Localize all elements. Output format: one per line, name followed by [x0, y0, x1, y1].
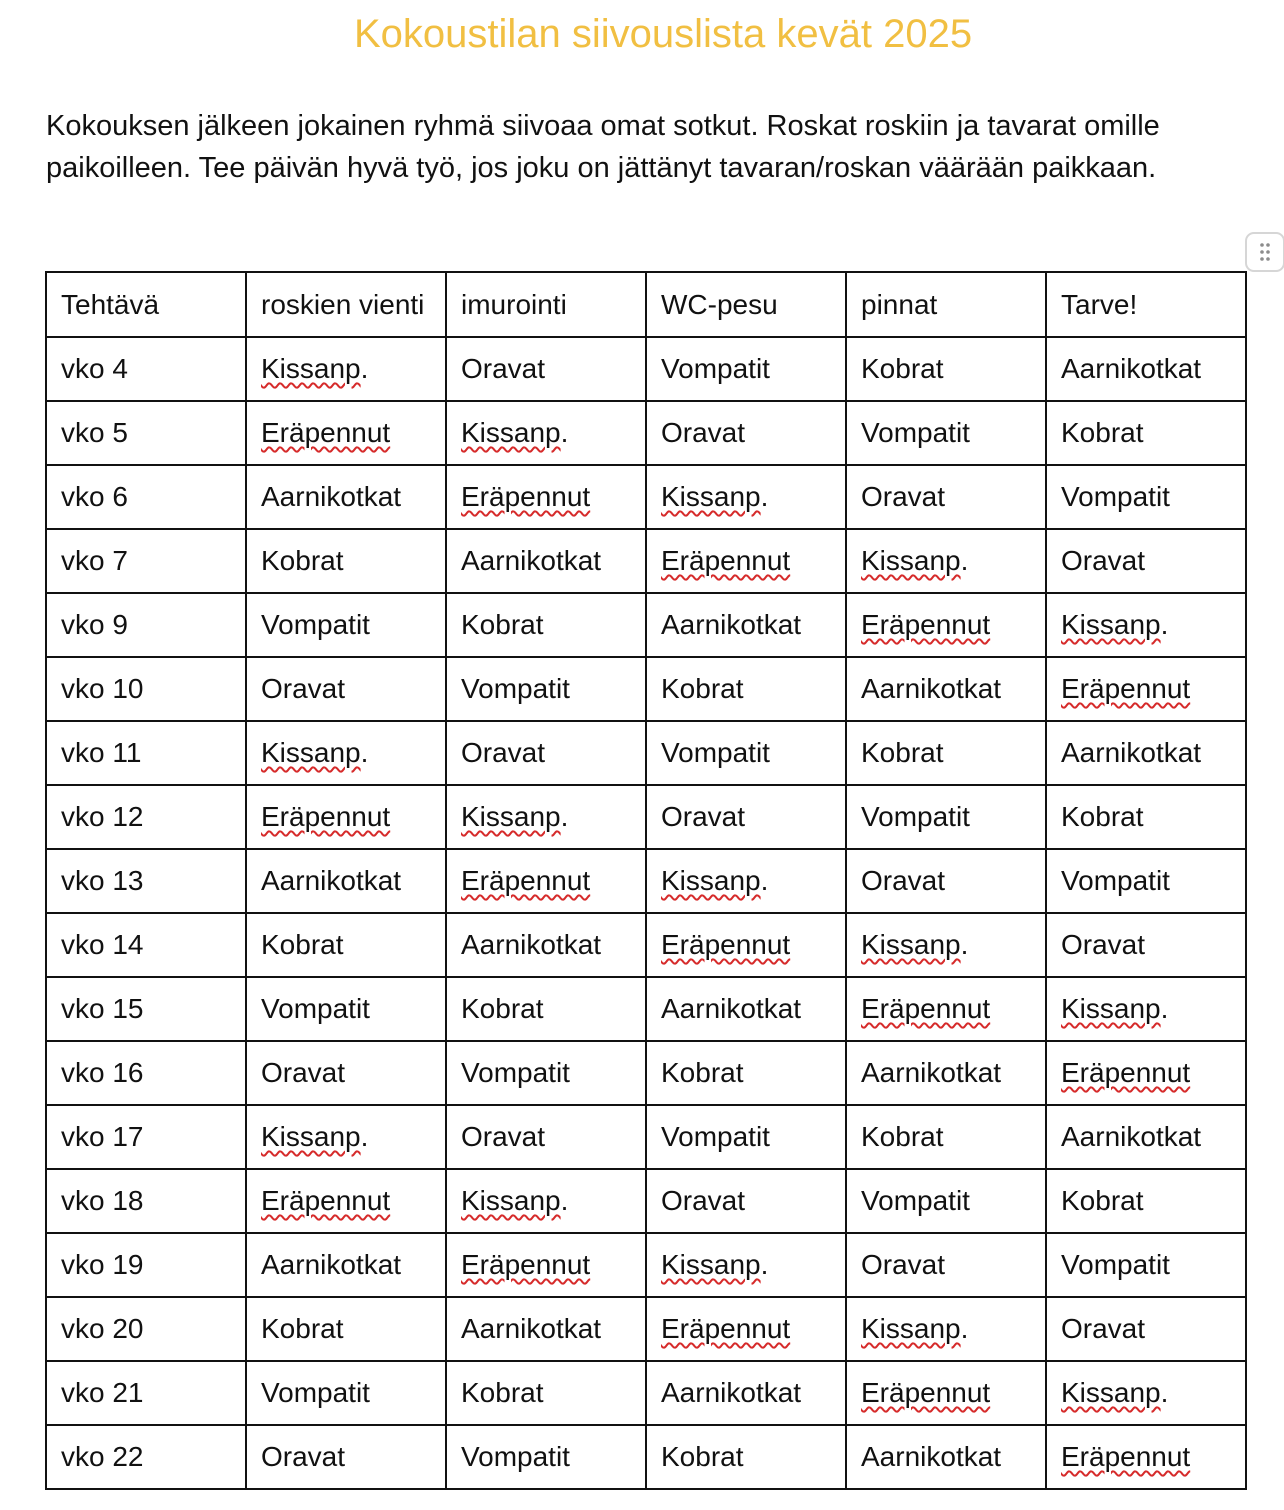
team-cell[interactable]: [446, 977, 646, 1041]
team-cell[interactable]: [246, 785, 446, 849]
team-cell[interactable]: [446, 1425, 646, 1489]
cell-text: vko 15: [61, 993, 144, 1024]
table-row: [46, 1297, 1246, 1361]
table-row: [46, 593, 1246, 657]
cell-text: Eräpennut: [661, 1313, 791, 1344]
cell-text: Oravat: [661, 1185, 746, 1216]
week-cell[interactable]: [46, 849, 246, 913]
team-cell[interactable]: [446, 465, 646, 529]
team-cell[interactable]: [646, 1361, 846, 1425]
cell-text: Kissanp.: [1061, 609, 1169, 640]
cell-text: pinnat: [861, 288, 938, 320]
cell-text: Vompatit: [861, 417, 970, 448]
team-cell[interactable]: [1046, 1297, 1246, 1361]
cell-text: WC-pesu: [661, 288, 778, 320]
cell-text: Vompatit: [861, 1185, 970, 1216]
cell-text: Kissanp.: [861, 545, 969, 576]
table-row: [46, 849, 1246, 913]
team-cell[interactable]: [446, 1233, 646, 1297]
team-cell[interactable]: [246, 1233, 446, 1297]
team-cell[interactable]: [246, 1297, 446, 1361]
cell-text: Aarnikotkat: [861, 1441, 1002, 1472]
week-cell[interactable]: [46, 401, 246, 465]
team-cell[interactable]: [646, 1425, 846, 1489]
table-row: [46, 1169, 1246, 1233]
team-cell[interactable]: [846, 657, 1046, 721]
cell-text: Tarve!: [1061, 288, 1138, 320]
cell-text: Aarnikotkat: [861, 1057, 1002, 1088]
cell-text: Kobrat: [861, 737, 944, 768]
cell-text: Oravat: [461, 737, 546, 768]
cell-text: roskien vienti: [261, 288, 425, 320]
team-cell[interactable]: [1046, 1105, 1246, 1169]
cell-text: vko 21: [61, 1377, 144, 1408]
team-cell[interactable]: [1046, 785, 1246, 849]
cell-text: Kissanp.: [861, 929, 969, 960]
team-cell[interactable]: [246, 1041, 446, 1105]
team-cell[interactable]: [1046, 977, 1246, 1041]
team-cell[interactable]: [646, 337, 846, 401]
cell-text: Kobrat: [861, 353, 944, 384]
cell-text: Eräpennut: [261, 417, 391, 448]
cell-text: Kobrat: [261, 545, 344, 576]
cell-text: Aarnikotkat: [461, 1313, 602, 1344]
cell-text: Oravat: [461, 353, 546, 384]
team-cell[interactable]: [846, 977, 1046, 1041]
week-cell[interactable]: [46, 1041, 246, 1105]
table-header-cell[interactable]: [446, 272, 646, 337]
cell-text: Aarnikotkat: [661, 609, 802, 640]
cell-text: Aarnikotkat: [261, 1249, 402, 1280]
table-row: [46, 1361, 1246, 1425]
team-cell[interactable]: [446, 1297, 646, 1361]
team-cell[interactable]: [1046, 337, 1246, 401]
cell-text: Oravat: [1061, 929, 1146, 960]
cell-text: Kobrat: [461, 993, 544, 1024]
cell-text: Kissanp.: [661, 1249, 769, 1280]
cell-text: Kissanp.: [1061, 1377, 1169, 1408]
cell-text: Vompatit: [661, 353, 770, 384]
cell-text: Kobrat: [661, 1441, 744, 1472]
cell-text: Aarnikotkat: [261, 865, 402, 896]
cell-text: Eräpennut: [261, 1185, 391, 1216]
cell-text: Aarnikotkat: [461, 545, 602, 576]
table-row: [46, 785, 1246, 849]
team-cell[interactable]: [846, 465, 1046, 529]
cell-text: Vompatit: [461, 1057, 570, 1088]
drag-handle-icon: [1260, 243, 1270, 261]
team-cell[interactable]: [846, 721, 1046, 785]
team-cell[interactable]: [1046, 849, 1246, 913]
cell-text: Oravat: [861, 1249, 946, 1280]
team-cell[interactable]: [446, 913, 646, 977]
cell-text: vko 6: [61, 481, 128, 512]
cell-text: Oravat: [261, 673, 346, 704]
cell-text: vko 18: [61, 1185, 144, 1216]
cell-text: Eräpennut: [861, 993, 991, 1024]
week-cell[interactable]: [46, 977, 246, 1041]
cell-text: vko 5: [61, 417, 128, 448]
cell-text: Eräpennut: [1061, 1441, 1191, 1472]
team-cell[interactable]: [646, 721, 846, 785]
cell-text: vko 20: [61, 1313, 144, 1344]
cell-text: vko 16: [61, 1057, 144, 1088]
cell-text: Kissanp.: [261, 1121, 369, 1152]
cell-text: Aarnikotkat: [461, 929, 602, 960]
cell-text: Eräpennut: [861, 1377, 991, 1408]
team-cell[interactable]: [246, 337, 446, 401]
week-cell[interactable]: [46, 721, 246, 785]
table-row: [46, 1425, 1246, 1489]
cell-text: Kobrat: [1061, 417, 1144, 448]
team-cell[interactable]: [846, 1105, 1046, 1169]
team-cell[interactable]: [246, 1169, 446, 1233]
table-row: [46, 657, 1246, 721]
team-cell[interactable]: [446, 1041, 646, 1105]
page-title: Kokoustilan siivouslista kevät 2025: [353, 12, 973, 56]
team-cell[interactable]: [846, 1425, 1046, 1489]
cell-text: Oravat: [1061, 545, 1146, 576]
cell-text: Oravat: [461, 1121, 546, 1152]
week-cell[interactable]: [46, 1105, 246, 1169]
cleaning-schedule-table: [45, 271, 1247, 1490]
cell-text: Eräpennut: [861, 609, 991, 640]
table-row: [46, 1105, 1246, 1169]
week-cell[interactable]: [46, 593, 246, 657]
table-header-cell[interactable]: [46, 272, 246, 337]
table-header-cell[interactable]: [646, 272, 846, 337]
team-cell[interactable]: [846, 1233, 1046, 1297]
cell-text: Aarnikotkat: [1061, 1121, 1202, 1152]
team-cell[interactable]: [246, 1105, 446, 1169]
cell-text: Vompatit: [661, 737, 770, 768]
table-drag-handle[interactable]: [1245, 232, 1284, 272]
cell-text: Tehtävä: [61, 288, 160, 320]
team-cell[interactable]: [646, 1105, 846, 1169]
team-cell[interactable]: [446, 721, 646, 785]
cell-text: Eräpennut: [1061, 673, 1191, 704]
cell-text: vko 17: [61, 1121, 144, 1152]
cell-text: Kissanp.: [261, 353, 369, 384]
table-header-cell[interactable]: [1046, 272, 1246, 337]
cell-text: Kobrat: [861, 1121, 944, 1152]
cell-text: vko 7: [61, 545, 128, 576]
table-header-cell[interactable]: [246, 272, 446, 337]
week-cell[interactable]: [46, 1361, 246, 1425]
week-cell[interactable]: [46, 1233, 246, 1297]
team-cell[interactable]: [1046, 1041, 1246, 1105]
cell-text: Eräpennut: [461, 481, 591, 512]
cell-text: vko 14: [61, 929, 144, 960]
team-cell[interactable]: [446, 657, 646, 721]
cell-text: Aarnikotkat: [661, 993, 802, 1024]
team-cell[interactable]: [246, 401, 446, 465]
cell-text: Oravat: [861, 481, 946, 512]
team-cell[interactable]: [446, 337, 646, 401]
table-row: [46, 977, 1246, 1041]
team-cell[interactable]: [246, 1425, 446, 1489]
cell-text: Kobrat: [461, 1377, 544, 1408]
week-cell[interactable]: [46, 657, 246, 721]
cell-text: Oravat: [1061, 1313, 1146, 1344]
team-cell[interactable]: [846, 785, 1046, 849]
table-row: [46, 529, 1246, 593]
team-cell[interactable]: [246, 721, 446, 785]
cell-text: Kissanp.: [1061, 993, 1169, 1024]
team-cell[interactable]: [846, 1169, 1046, 1233]
cell-text: vko 11: [61, 737, 142, 768]
cell-text: Eräpennut: [461, 1249, 591, 1280]
team-cell[interactable]: [1046, 465, 1246, 529]
cell-text: Aarnikotkat: [861, 673, 1002, 704]
cell-text: Eräpennut: [661, 545, 791, 576]
cell-text: Kissanp.: [661, 481, 769, 512]
team-cell[interactable]: [1046, 913, 1246, 977]
team-cell[interactable]: [646, 913, 846, 977]
cell-text: Kissanp.: [861, 1313, 969, 1344]
cell-text: Oravat: [661, 801, 746, 832]
team-cell[interactable]: [1046, 1169, 1246, 1233]
team-cell[interactable]: [1046, 1361, 1246, 1425]
cell-text: Kobrat: [461, 609, 544, 640]
cell-text: Eräpennut: [461, 865, 591, 896]
cell-text: Kobrat: [1061, 1185, 1144, 1216]
team-cell[interactable]: [646, 593, 846, 657]
team-cell[interactable]: [246, 529, 446, 593]
cell-text: Vompatit: [1061, 481, 1170, 512]
cell-text: vko 10: [61, 673, 144, 704]
team-cell[interactable]: [646, 977, 846, 1041]
team-cell[interactable]: [246, 657, 446, 721]
cell-text: Vompatit: [261, 1377, 370, 1408]
team-cell[interactable]: [846, 401, 1046, 465]
table-row: [46, 337, 1246, 401]
team-cell[interactable]: [446, 1105, 646, 1169]
week-cell[interactable]: [46, 337, 246, 401]
team-cell[interactable]: [846, 913, 1046, 977]
table-header-row: [46, 272, 1246, 337]
team-cell[interactable]: [646, 657, 846, 721]
table-row: [46, 913, 1246, 977]
team-cell[interactable]: [1046, 657, 1246, 721]
team-cell[interactable]: [646, 465, 846, 529]
cell-text: Eräpennut: [661, 929, 791, 960]
team-cell[interactable]: [846, 337, 1046, 401]
cell-text: vko 12: [61, 801, 144, 832]
cell-text: Kissanp.: [661, 865, 769, 896]
cell-text: Oravat: [861, 865, 946, 896]
table-header-cell[interactable]: [846, 272, 1046, 337]
week-cell[interactable]: [46, 913, 246, 977]
cell-text: Vompatit: [861, 801, 970, 832]
table-row: [46, 401, 1246, 465]
cell-text: Eräpennut: [261, 801, 391, 832]
cell-text: Vompatit: [461, 1441, 570, 1472]
cell-text: Vompatit: [1061, 1249, 1170, 1280]
week-cell[interactable]: [46, 529, 246, 593]
table-row: [46, 465, 1246, 529]
cell-text: vko 4: [61, 353, 128, 384]
table-row: [46, 721, 1246, 785]
team-cell[interactable]: [246, 593, 446, 657]
cell-text: Aarnikotkat: [661, 1377, 802, 1408]
schedule-body: [46, 272, 1246, 1489]
team-cell[interactable]: [846, 1361, 1046, 1425]
cell-text: Oravat: [261, 1441, 346, 1472]
cell-text: Kobrat: [261, 929, 344, 960]
cell-text: Vompatit: [1061, 865, 1170, 896]
cell-text: Kobrat: [661, 673, 744, 704]
team-cell[interactable]: [246, 977, 446, 1041]
week-cell[interactable]: [46, 465, 246, 529]
team-cell[interactable]: [1046, 1233, 1246, 1297]
cell-text: Kissanp.: [461, 1185, 569, 1216]
week-cell[interactable]: [46, 1425, 246, 1489]
cell-text: imurointi: [461, 288, 567, 320]
team-cell[interactable]: [1046, 721, 1246, 785]
team-cell[interactable]: [646, 1297, 846, 1361]
cell-text: Aarnikotkat: [1061, 737, 1202, 768]
cell-text: vko 13: [61, 865, 144, 896]
table-row: [46, 1233, 1246, 1297]
cell-text: Kobrat: [661, 1057, 744, 1088]
cell-text: Aarnikotkat: [261, 481, 402, 512]
team-cell[interactable]: [846, 529, 1046, 593]
team-cell[interactable]: [646, 1169, 846, 1233]
cell-text: Kissanp.: [261, 737, 369, 768]
team-cell[interactable]: [846, 849, 1046, 913]
team-cell[interactable]: [246, 465, 446, 529]
week-cell[interactable]: [46, 1297, 246, 1361]
cell-text: Eräpennut: [1061, 1057, 1191, 1088]
team-cell[interactable]: [446, 401, 646, 465]
team-cell[interactable]: [446, 529, 646, 593]
team-cell[interactable]: [846, 593, 1046, 657]
team-cell[interactable]: [646, 1233, 846, 1297]
team-cell[interactable]: [1046, 529, 1246, 593]
cell-text: Kobrat: [1061, 801, 1144, 832]
intro-paragraph[interactable]: Kokouksen jälkeen jokainen ryhmä siivoaa omat sotkut. Roskat roskiin ja tavarat omille paikoilleen. Tee päivän hyvä työ, jos joku on jättänyt tavaran/roskan väärään paikkaan.: [46, 110, 1160, 184]
team-cell[interactable]: [646, 1041, 846, 1105]
cell-text: vko 22: [61, 1441, 144, 1472]
cell-text: Vompatit: [261, 609, 370, 640]
team-cell[interactable]: [246, 849, 446, 913]
cell-text: Oravat: [261, 1057, 346, 1088]
team-cell[interactable]: [446, 1361, 646, 1425]
team-cell[interactable]: [446, 593, 646, 657]
team-cell[interactable]: [446, 1169, 646, 1233]
week-cell[interactable]: [46, 785, 246, 849]
cell-text: Oravat: [661, 417, 746, 448]
cell-text: vko 9: [61, 609, 128, 640]
team-cell[interactable]: [646, 529, 846, 593]
team-cell[interactable]: [646, 849, 846, 913]
cell-text: Aarnikotkat: [1061, 353, 1202, 384]
team-cell[interactable]: [846, 1041, 1046, 1105]
team-cell[interactable]: [446, 785, 646, 849]
week-cell[interactable]: [46, 1169, 246, 1233]
cell-text: Vompatit: [661, 1121, 770, 1152]
team-cell[interactable]: [646, 785, 846, 849]
cell-text: Vompatit: [261, 993, 370, 1024]
team-cell[interactable]: [846, 1297, 1046, 1361]
cell-text: Kissanp.: [461, 417, 569, 448]
cell-text: vko 19: [61, 1249, 144, 1280]
team-cell[interactable]: [246, 913, 446, 977]
cell-text: Kissanp.: [461, 801, 569, 832]
team-cell[interactable]: [246, 1361, 446, 1425]
cell-text: Kobrat: [261, 1313, 344, 1344]
cell-text: Vompatit: [461, 673, 570, 704]
team-cell[interactable]: [646, 401, 846, 465]
team-cell[interactable]: [446, 849, 646, 913]
team-cell[interactable]: [1046, 593, 1246, 657]
team-cell[interactable]: [1046, 1425, 1246, 1489]
team-cell[interactable]: [1046, 401, 1246, 465]
table-row: [46, 1041, 1246, 1105]
